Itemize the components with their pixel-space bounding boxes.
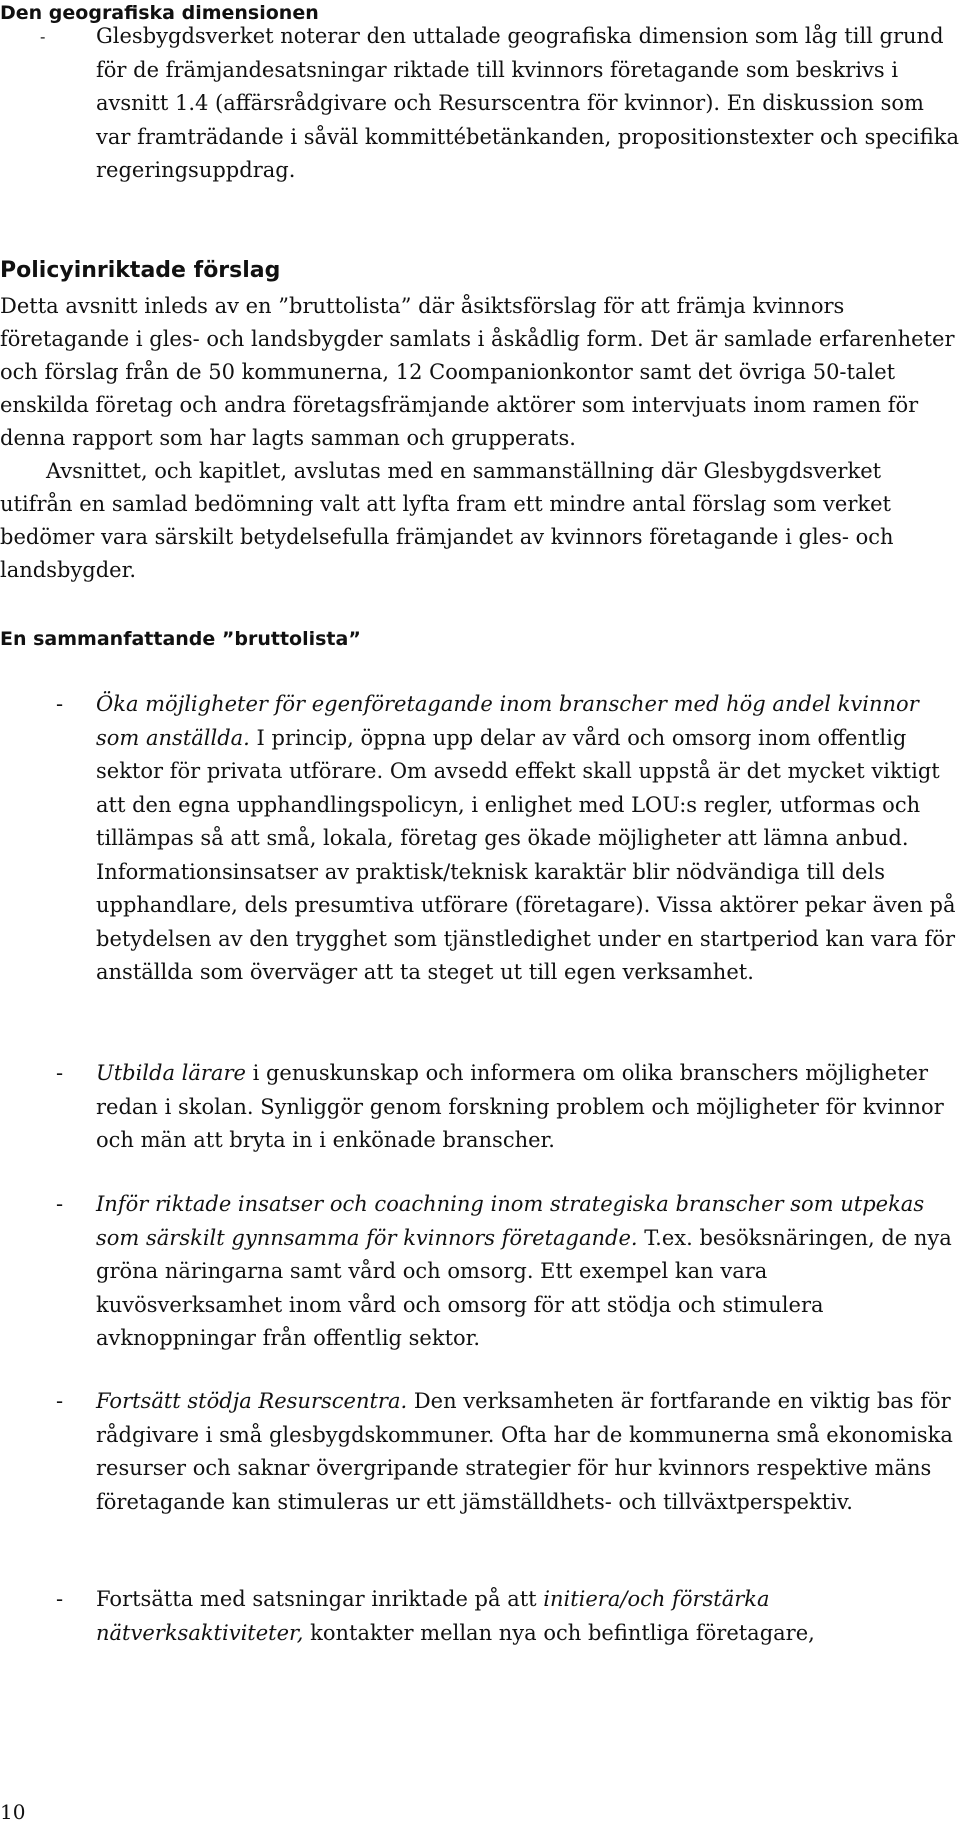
item-italic: Öka möjligheter för egenföretagande inom branscher med hög andel kvinnor som anställda. — [96, 692, 919, 750]
item-text: Den verksamheten är fortfarande en viktig bas för rådgivare i små glesbygdskommuner. Ofta har de kommunerna små ekonomiska resurser och saknar övergripande strategier för hur kvinnors respektive mäns företagande kan stimuleras ur ett jämställdhets- och tillväxtperspektiv. — [96, 1389, 953, 1514]
list-item — [56, 1057, 960, 1158]
list-item — [56, 1385, 960, 1519]
section-heading-geographic: Den geografiska dimensionen — [0, 2, 319, 24]
paragraph-summary-text: Avsnittet, och kapitlet, avslutas med en sammanställning där Glesbygdsverket utifrån en samlad bedömning valt att lyfta fram ett mindre antal förslag som verket bedömer vara särskilt betydelsefulla främjandet av kvinnors företagande i gles- och landsbygder. — [0, 459, 894, 582]
list-item — [56, 688, 960, 990]
item-italic: Utbilda lärare — [96, 1061, 246, 1085]
item-text: i genuskunskap och informera om olika branschers möjligheter redan i skolan. Synliggör genom forskning problem och möjligheter för kvinnor och män att bryta in i enkönade branscher. — [96, 1061, 944, 1152]
bullet-dash: - — [40, 27, 46, 46]
list-item-geographic — [40, 20, 960, 188]
item-text: kontakter mellan nya och befintliga företagare, — [303, 1620, 815, 1645]
paragraph-intro — [0, 290, 955, 455]
section-heading-policy: Policyinriktade förslag — [0, 258, 281, 283]
page-number: 10 — [0, 1800, 26, 1824]
bullet-dash: - — [56, 692, 64, 716]
bullet-text: Glesbygdsverket noterar den uttalade geografiska dimension som låg till grund för de främjandesatsningar riktade till kvinnors företagande som beskrivs i avsnitt 1.4 (affärsrådgivare och Resurscentra för kvinnor). En diskussion som var framträdande i såväl kommittébetänkanden, propositionstexter och specifika regeringsuppdrag. — [96, 24, 959, 182]
bullet-dash: - — [56, 1389, 64, 1413]
item-italic: Inför riktade insatser och coachning inom strategiska branscher som utpekas som särskilt gynnsamma för kvinnors företagande. — [96, 1192, 925, 1250]
item-text: I princip, öppna upp delar av vård och omsorg inom offentlig sektor för privata utförare. Om avsedd effekt skall uppstå är det mycket viktigt att den egna upphandlingspolicyn, i enlighet med LOU:s regler, utformas och tillämpas så att små, lokala, företag ges ökade möjligheter att lämna anbud. Informationsinsatser av praktisk/teknisk karaktär blir nödvändiga till dels upphandlare, dels presumtiva utförare (företagare). Vissa aktörer pekar även på betydelsen av den trygghet som tjänstledighet under en startperiod kan vara för anställda som överväger att ta steget ut till egen verksamhet. — [96, 725, 956, 984]
list-item — [56, 1583, 960, 1650]
item-text: T.ex. besöksnäringen, de nya gröna näringarna samt vård och omsorg. Ett exempel kan vara kuvösverksamhet inom vård och omsorg för att stödja och stimulera avknoppningar från offentlig sektor. — [96, 1225, 952, 1350]
bullet-dash: - — [56, 1192, 64, 1216]
bullet-dash: - — [56, 1587, 64, 1611]
item-italic: initiera/och förstärka nätverksaktiviteter, — [96, 1587, 770, 1645]
list-item — [56, 1188, 960, 1356]
paragraph-summary — [0, 455, 955, 587]
bullet-dash: - — [56, 1061, 64, 1085]
item-italic: Fortsätt stödja Resurscentra. — [96, 1389, 408, 1413]
section-heading-list: En sammanfattande ”bruttolista” — [0, 628, 361, 650]
item-lead: Fortsätta med satsningar inriktade på att — [96, 1587, 544, 1611]
paragraph-intro-text: Detta avsnitt inleds av en ”bruttolista” där åsiktsförslag för att främja kvinnors företagande i gles- och landsbygder samlats i åskådlig form. Det är samlade erfarenheter och förslag från de 50 kommunerna, 12 Coompanionkontor samt det övriga 50-talet enskilda företag och andra företagsfrämjande aktörer som intervjuats inom ramen för denna rapport som har lagts samman och grupperats. — [0, 294, 955, 450]
